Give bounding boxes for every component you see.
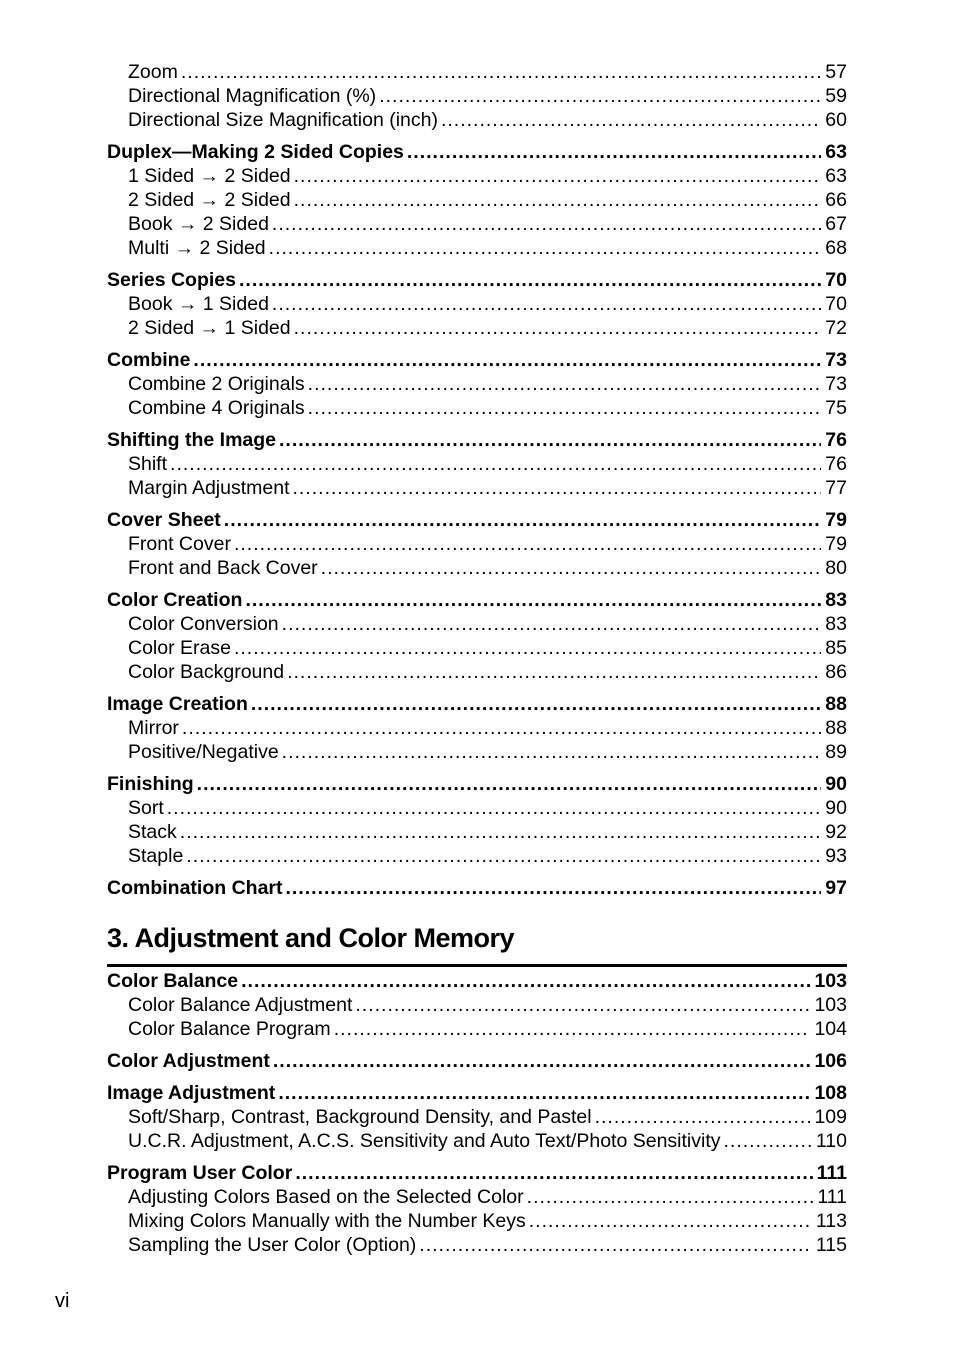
toc-entry-page-number: 67 <box>825 213 847 235</box>
dot-leader <box>273 1049 811 1073</box>
toc-section-chapter-2-continued <box>107 60 847 900</box>
toc-entry-page-number: 73 <box>825 349 847 371</box>
toc-entry-title: Duplex—Making 2 Sided Copies <box>107 141 404 163</box>
toc-entry-title: Color Background <box>128 661 285 683</box>
toc-entry-page-number: 83 <box>825 613 847 635</box>
dot-leader <box>193 348 821 372</box>
dot-leader <box>180 820 822 844</box>
dot-leader <box>241 969 810 993</box>
toc-entry-sub[interactable] <box>107 556 847 580</box>
dot-leader <box>272 212 821 236</box>
toc-entry-title: Shift <box>128 453 168 475</box>
toc-entry-page-number: 104 <box>814 1018 847 1040</box>
toc-entry-sub[interactable] <box>107 60 847 84</box>
toc-entry-title: Image Creation <box>107 693 248 715</box>
dot-leader <box>294 316 822 340</box>
toc-entry-page-number: 85 <box>825 637 847 659</box>
dot-leader <box>321 556 822 580</box>
toc-entry-sub[interactable] <box>107 660 847 684</box>
toc-entry-sub[interactable] <box>107 212 847 236</box>
dot-leader <box>182 716 821 740</box>
toc-entry-title: Finishing <box>107 773 194 795</box>
toc-entry-sub[interactable] <box>107 164 847 188</box>
dot-leader <box>234 636 821 660</box>
toc-entry-sub[interactable] <box>107 993 847 1017</box>
toc-entry-sub[interactable] <box>107 84 847 108</box>
toc-entry-sub[interactable] <box>107 740 847 764</box>
toc-entry-page-number: 97 <box>825 877 847 899</box>
toc-entry-page-number: 83 <box>825 589 847 611</box>
toc-entry-title: Zoom <box>128 61 178 83</box>
dot-leader <box>293 476 822 500</box>
toc-entry-title: Program User Color <box>107 1162 293 1184</box>
toc-section-chapter-3 <box>107 969 847 1257</box>
dot-leader <box>308 372 822 396</box>
toc-entry-sub[interactable] <box>107 1017 847 1041</box>
toc-entry-page-number: 110 <box>815 1130 847 1152</box>
toc-entry-sub[interactable] <box>107 636 847 660</box>
toc-entry-page-number: 111 <box>816 1162 847 1184</box>
toc-entry-page-number: 80 <box>825 557 847 579</box>
page-number-footer: vi <box>55 1290 70 1312</box>
toc-entry-sub[interactable] <box>107 476 847 500</box>
toc-entry-page-number: 103 <box>814 994 847 1016</box>
dot-leader <box>272 292 821 316</box>
toc-entry-sub[interactable] <box>107 532 847 556</box>
dot-leader <box>295 1161 812 1185</box>
toc-entry-page-number: 66 <box>825 189 847 211</box>
dot-leader <box>245 588 821 612</box>
toc-entry-sub[interactable] <box>107 188 847 212</box>
dot-leader <box>282 612 822 636</box>
dot-leader <box>286 876 822 900</box>
toc-entry-title: Sampling the User Color (Option) <box>128 1234 417 1256</box>
toc-entry-title: Combine <box>107 349 191 371</box>
toc-entry-sub[interactable] <box>107 316 847 340</box>
toc-entry-title: Mirror <box>128 717 179 739</box>
dot-leader <box>294 164 822 188</box>
toc-entry-page-number: 115 <box>815 1234 847 1256</box>
toc-entry-sub[interactable] <box>107 396 847 420</box>
toc-entry-page-number: 109 <box>814 1106 847 1128</box>
toc-entry-main[interactable] <box>107 268 847 292</box>
dot-leader <box>355 993 810 1017</box>
dot-leader <box>724 1129 812 1153</box>
toc-entry-title: Mixing Colors Manually with the Number Keys <box>128 1210 526 1232</box>
dot-leader <box>224 508 822 532</box>
toc-entry-title: Combine 2 Originals <box>128 373 305 395</box>
dot-leader <box>308 396 822 420</box>
dot-leader <box>379 84 821 108</box>
toc-entry-page-number: 70 <box>825 269 847 291</box>
toc-entry-sub[interactable] <box>107 1129 847 1153</box>
dot-leader <box>407 140 821 164</box>
toc-entry-page-number: 111 <box>817 1186 847 1208</box>
toc-entry-title: Front and Back Cover <box>128 557 318 579</box>
toc-entry-main[interactable] <box>107 348 847 372</box>
toc-entry-page-number: 77 <box>825 477 847 499</box>
toc-entry-sub[interactable] <box>107 236 847 260</box>
toc-entry-page-number: 68 <box>825 237 847 259</box>
dot-leader <box>287 660 821 684</box>
toc-entry-main[interactable] <box>107 1049 847 1073</box>
toc-entry-sub[interactable] <box>107 796 847 820</box>
toc-entry-title: Sort <box>128 797 164 819</box>
dot-leader <box>251 692 821 716</box>
toc-entry-title: Directional Magnification (%) <box>128 85 377 107</box>
toc-entry-page-number: 60 <box>825 109 847 131</box>
toc-entry-sub[interactable] <box>107 292 847 316</box>
toc-entry-sub[interactable] <box>107 612 847 636</box>
toc-entry-title: Color Balance Program <box>128 1018 331 1040</box>
toc-entry-page-number: 113 <box>815 1210 847 1232</box>
toc-entry-title: Series Copies <box>107 269 236 291</box>
toc-entry-title: Cover Sheet <box>107 509 221 531</box>
toc-entry-main[interactable] <box>107 508 847 532</box>
toc-entry-page-number: 76 <box>825 429 847 451</box>
chapter-heading: 3. Adjustment and Color Memory <box>107 920 847 967</box>
toc-entry-page-number: 89 <box>825 741 847 763</box>
toc-entry-page-number: 73 <box>825 373 847 395</box>
toc-entry-main[interactable] <box>107 772 847 796</box>
toc-entry-page-number: 72 <box>825 317 847 339</box>
toc-entry-main[interactable] <box>107 969 847 993</box>
toc-entry-page-number: 103 <box>814 970 847 992</box>
toc-entry-main[interactable] <box>107 428 847 452</box>
toc-entry-title: Book → 2 Sided <box>128 213 269 235</box>
toc-entry-title: Color Balance <box>107 970 239 992</box>
toc-entry-page-number: 92 <box>825 821 847 843</box>
dot-leader <box>239 268 821 292</box>
dot-leader <box>170 452 821 476</box>
toc-entry-sub[interactable] <box>107 372 847 396</box>
toc-entry-page-number: 63 <box>825 165 847 187</box>
dot-leader <box>595 1105 811 1129</box>
toc-entry-page-number: 86 <box>825 661 847 683</box>
toc-entry-page-number: 79 <box>825 509 847 531</box>
toc-entry-main[interactable] <box>107 692 847 716</box>
toc-entry-title: Soft/Sharp, Contrast, Background Density, and Pastel <box>128 1106 592 1128</box>
toc-entry-title: Positive/Negative <box>128 741 279 763</box>
toc-entry-sub[interactable] <box>107 1233 847 1257</box>
toc-entry-title: Staple <box>128 845 184 867</box>
toc-entry-title: Shifting the Image <box>107 429 277 451</box>
toc-entry-title: Color Erase <box>128 637 231 659</box>
toc-entry-title: Stack <box>128 821 177 843</box>
dot-leader <box>529 1209 812 1233</box>
toc-entry-page-number: 108 <box>814 1082 847 1104</box>
toc-entry-title: Color Adjustment <box>107 1050 270 1072</box>
toc-entry-title: Book → 1 Sided <box>128 293 269 315</box>
toc-entry-page-number: 59 <box>825 85 847 107</box>
toc-entry-main[interactable] <box>107 1161 847 1185</box>
dot-leader <box>334 1017 811 1041</box>
toc-entry-title: Combine 4 Originals <box>128 397 305 419</box>
dot-leader <box>167 796 822 820</box>
dot-leader <box>234 532 821 556</box>
toc-entry-title: Color Balance Adjustment <box>128 994 353 1016</box>
toc-entry-page-number: 63 <box>825 141 847 163</box>
toc-entry-page-number: 90 <box>825 773 847 795</box>
toc-entry-sub[interactable] <box>107 820 847 844</box>
toc-entry-title: 2 Sided → 2 Sided <box>128 189 291 211</box>
toc-entry-main[interactable] <box>107 1081 847 1105</box>
toc-entry-title: Margin Adjustment <box>128 477 290 499</box>
toc-entry-page-number: 90 <box>825 797 847 819</box>
dot-leader <box>279 428 821 452</box>
toc-entry-page-number: 76 <box>825 453 847 475</box>
toc-entry-page-number: 70 <box>825 293 847 315</box>
toc-entry-title: Image Adjustment <box>107 1082 276 1104</box>
dot-leader <box>294 188 822 212</box>
toc-entry-sub[interactable] <box>107 844 847 868</box>
toc-entry-title: 2 Sided → 1 Sided <box>128 317 291 339</box>
toc-entry-sub[interactable] <box>107 452 847 476</box>
toc-entry-title: Adjusting Colors Based on the Selected Color <box>128 1186 524 1208</box>
dot-leader <box>269 236 822 260</box>
toc-entry-sub[interactable] <box>107 1105 847 1129</box>
toc-entry-page-number: 88 <box>825 717 847 739</box>
toc-entry-title: Front Cover <box>128 533 231 555</box>
table-of-contents <box>107 60 847 1257</box>
dot-leader <box>186 844 821 868</box>
toc-entry-title: Combination Chart <box>107 877 283 899</box>
toc-entry-title: Multi → 2 Sided <box>128 237 266 259</box>
dot-leader <box>527 1185 814 1209</box>
dot-leader <box>282 740 822 764</box>
toc-entry-sub[interactable] <box>107 108 847 132</box>
dot-leader <box>441 108 821 132</box>
toc-entry-title: 1 Sided → 2 Sided <box>128 165 291 187</box>
toc-entry-page-number: 57 <box>825 61 847 83</box>
toc-entry-page-number: 79 <box>825 533 847 555</box>
toc-entry-sub[interactable] <box>107 716 847 740</box>
toc-entry-main[interactable] <box>107 140 847 164</box>
toc-entry-main[interactable] <box>107 876 847 900</box>
toc-entry-title: U.C.R. Adjustment, A.C.S. Sensitivity and Auto Text/Photo Sensitivity <box>128 1130 721 1152</box>
toc-entry-page-number: 88 <box>825 693 847 715</box>
dot-leader <box>181 60 821 84</box>
toc-entry-title: Directional Size Magnification (inch) <box>128 109 438 131</box>
toc-entry-sub[interactable] <box>107 1185 847 1209</box>
toc-entry-page-number: 106 <box>814 1050 847 1072</box>
toc-entry-page-number: 75 <box>825 397 847 419</box>
dot-leader <box>419 1233 812 1257</box>
toc-entry-title: Color Conversion <box>128 613 279 635</box>
toc-entry-page-number: 93 <box>825 845 847 867</box>
toc-entry-main[interactable] <box>107 588 847 612</box>
toc-entry-title: Color Creation <box>107 589 243 611</box>
toc-entry-sub[interactable] <box>107 1209 847 1233</box>
dot-leader <box>197 772 822 796</box>
dot-leader <box>278 1081 810 1105</box>
